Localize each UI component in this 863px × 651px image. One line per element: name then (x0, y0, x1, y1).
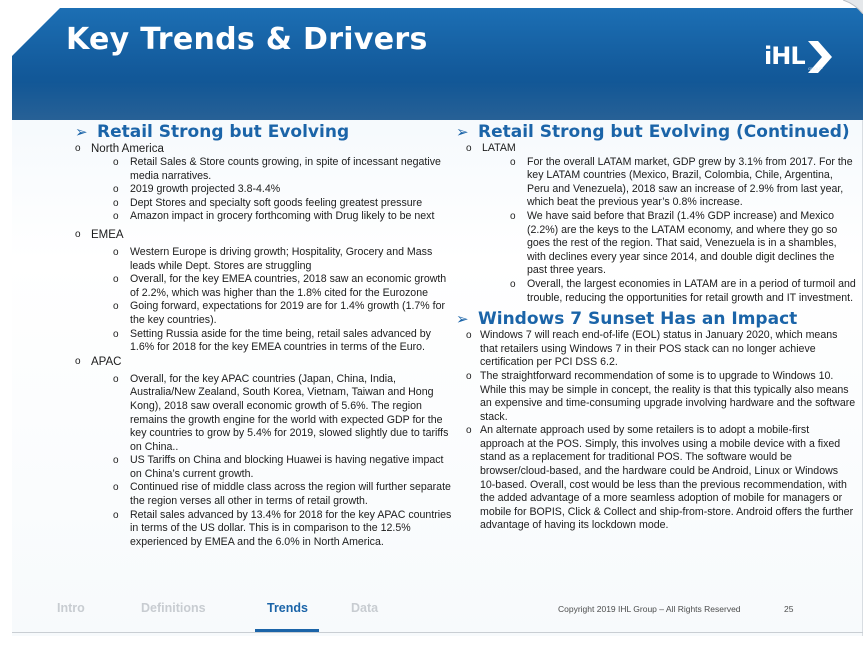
circle-bullet-icon: o (466, 425, 472, 437)
right-column (456, 122, 856, 533)
nav-tab-trends[interactable]: Trends (267, 601, 308, 615)
header-shine (12, 82, 863, 120)
list-item: o US Tariffs on China and blocking Huawei is having negative impact on China’s current growth. (113, 454, 444, 480)
list-item: o Overall, for the key APAC countries (Japan, China, India, Australia/New Zealand, South Korea, Vietnam, Taiwan and Hong Kong), 2018 saw overall economic growth of 5.6%. The region remains the growth engine for the world with expected GDP for the key countries to grow by 5.4% for 2019, slowed slightly due to tariffs on China.. (113, 372, 449, 453)
left-heading-text: Retail Strong but Evolving (97, 122, 350, 142)
circle-bullet-icon: o (75, 355, 81, 367)
list-item: o Overall, for the key EMEA countries, 2018 saw an economic growth of 2.2%, which was higher than the 1.8% cited for the Eurozone (113, 273, 447, 299)
circle-bullet-icon: o (113, 328, 119, 340)
circle-bullet-icon: o (113, 274, 119, 286)
left-heading (75, 122, 455, 142)
circle-bullet-icon: o (466, 370, 472, 382)
circle-bullet-icon: o (113, 157, 119, 168)
list-item: o Going forward, expectations for 2019 are for 1.4% growth (1.7% for the key countries). (113, 300, 446, 326)
list-item: o Retail sales advanced by 13.4% for 2018 for the key APAC countries in terms of the US dollar. This is in comparison to the 12.5% experienced by EMEA and the 6.0% in North America. (113, 508, 452, 548)
circle-bullet-icon: o (75, 143, 81, 154)
left-column (75, 122, 455, 549)
apac-label: APAC (91, 355, 122, 368)
circle-bullet-icon: o (510, 156, 516, 168)
list-item: o Retail Sales & Store counts growing, in spite of incessant negative media narratives. (113, 156, 441, 182)
circle-bullet-icon: o (113, 246, 119, 258)
circle-bullet-icon: o (113, 301, 119, 313)
circle-bullet-icon: o (113, 482, 119, 494)
north-america-label: North America (91, 143, 164, 155)
list-item: o Setting Russia aside for the time being, retail sales advanced by 1.6% for 2018 for the key EMEA countries in terms of the Euro. (113, 327, 431, 354)
list-item: o The straightforward recommendation of some is to upgrade to Windows 10. While this may be simple in concept, the reality is that this typically also means an expensive and time-consuming upgrade involving hardware and the software stack. (466, 369, 856, 423)
circle-bullet-icon: o (466, 143, 472, 154)
copyright-text: Copyright 2019 IHL Group – All Rights Reserved (558, 604, 741, 614)
latam-label: LATAM (482, 142, 516, 154)
arrow-bullet-icon: ➢ (75, 123, 88, 141)
circle-bullet-icon: o (510, 210, 516, 222)
list-item: o For the overall LATAM market, GDP grew by 3.1% from 2017. For the key LATAM countries (Mexico, Brazil, Colombia, Chile, Argentina, Peru and Venezuela), 2018 saw an increase of 2.9% from last year, which beat the previous year’s 0.8% increase. (510, 155, 853, 209)
circle-bullet-icon: o (466, 330, 472, 342)
arrow-bullet-icon: ➢ (456, 123, 469, 141)
circle-bullet-icon: o (75, 228, 81, 240)
right-heading (456, 122, 856, 142)
nav-tab-definitions[interactable]: Definitions (141, 601, 206, 615)
page-curl-icon (843, 0, 863, 14)
nav-tab-intro[interactable]: Intro (57, 601, 85, 615)
list-item: o Amazon impact in grocery forthcoming with Drug likely to be next (113, 210, 435, 223)
circle-bullet-icon: o (113, 455, 119, 467)
list-item: o Continued rise of middle class across the region will further separate the region verses all other in terms of retail growth. (113, 481, 451, 508)
circle-bullet-icon: o (510, 278, 516, 290)
apac-item (75, 355, 455, 369)
list-item: o Dept Stores and specialty soft goods feeling greatest pressure (113, 196, 423, 209)
ihl-logo (764, 40, 832, 74)
windows-heading-text: Windows 7 Sunset Has an Impact (478, 309, 798, 330)
nav-tab-data[interactable]: Data (351, 601, 379, 615)
circle-bullet-icon: o (113, 197, 119, 209)
list-item: o Windows 7 will reach end-of-life (EOL) status in January 2020, which means that retailers using Windows 7 in their POS stack can no longer achieve certification per PCI DSS 6.2. (466, 329, 838, 369)
list-item: o Overall, the largest economies in LATAM are in a period of turmoil and trouble, reducing the opportunities for retail growth and IT investment. (510, 277, 856, 304)
logo-text: iHL (764, 42, 805, 70)
emea-item (75, 228, 455, 242)
slide-footer (12, 594, 863, 634)
circle-bullet-icon: o (113, 373, 119, 385)
emea-label: EMEA (91, 228, 124, 241)
circle-bullet-icon: o (113, 184, 119, 196)
footer-divider (12, 632, 863, 633)
latam-item (466, 142, 856, 156)
list-item: o 2019 growth projected 3.8-4.4% (113, 183, 281, 196)
circle-bullet-icon: o (113, 211, 119, 223)
right-heading-text: Retail Strong but Evolving (Continued) (478, 122, 850, 142)
page-number: 25 (784, 604, 794, 614)
list-item: o We have said before that Brazil (1.4% GDP increase) and Mexico (2.2%) are the keys to the LATAM economy, and where they go so goes the rest of the region. That said, Venezuela is in a shambles, with declines every year since 2014, and double digit declines the past three years. (510, 209, 838, 277)
circle-bullet-icon: o (113, 509, 119, 521)
arrow-bullet-icon: ➢ (456, 310, 469, 329)
page-title: Key Trends & Drivers (66, 22, 428, 57)
list-item: o Western Europe is driving growth; Hospitality, Grocery and Mass leads while Dept. Stores are struggling (113, 245, 433, 272)
logo-subtext: GROUP (808, 66, 823, 71)
list-item: o An alternate approach used by some retailers is to adopt a mobile-first approach at the POS. Simply, this involves using a mobile device with a fixed stand as a replacement for traditional POS. The software would be browser/cloud-based, and the hardware could be Android, Linux or Windows 10-based. Overall, cost would be less than the previous recommendation, with the added advantage of a more seamless adoption of mobile for managers or mobile for BOPIS, Click & Collect and ship-from-store. Android offers the further advantage of having its lockdown mode. (466, 424, 854, 532)
header-corner-cut (12, 8, 60, 56)
north-america-item (75, 142, 455, 156)
windows-heading (456, 309, 856, 329)
